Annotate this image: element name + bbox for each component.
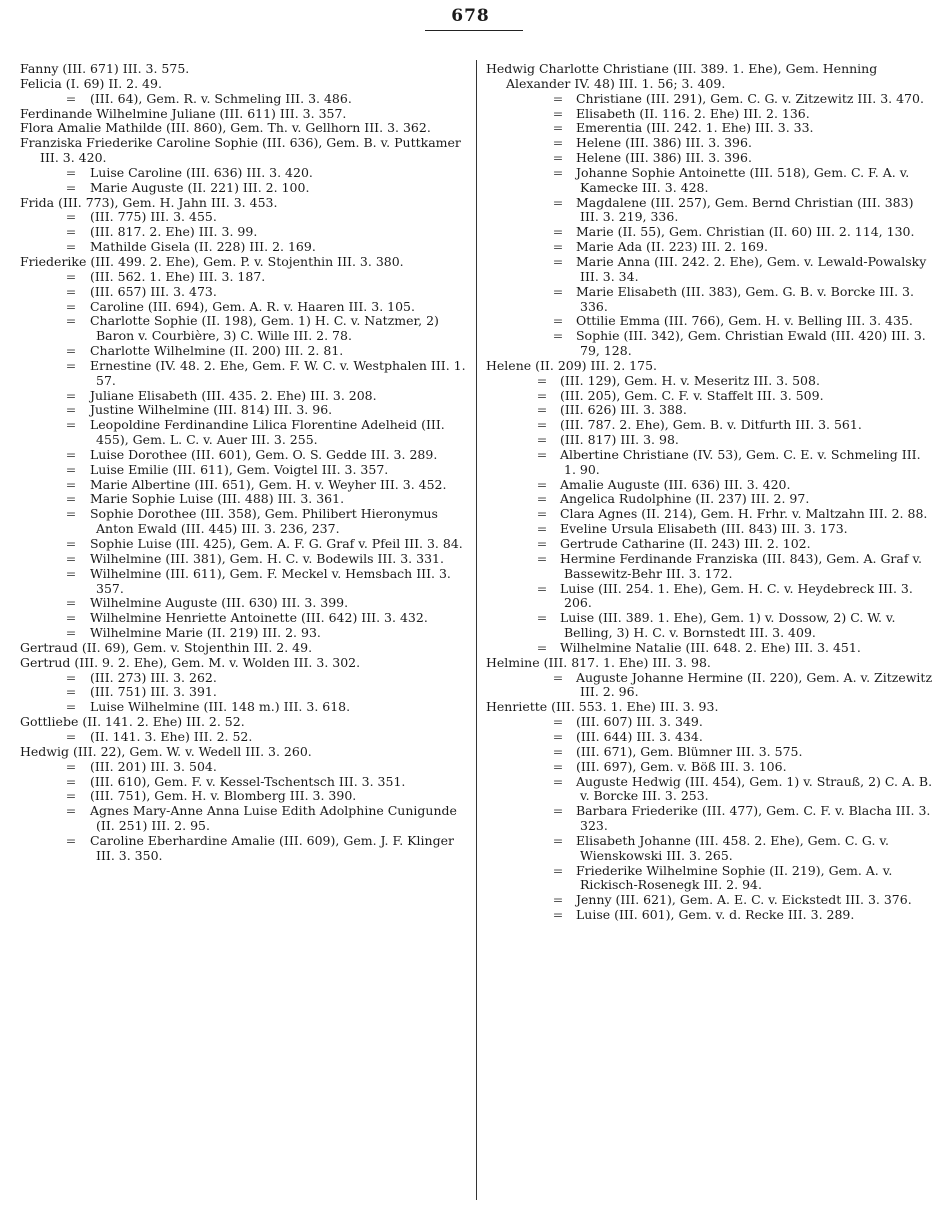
entry-text: Ottilie Emma (III. 766), Gem. H. v. Belling III. 3. 435. — [575, 313, 913, 329]
entry-text: (III. 201) III. 3. 504. — [89, 758, 217, 774]
ditto-mark: = — [65, 803, 77, 819]
index-entry — [20, 700, 467, 715]
ditto-mark: = — [552, 164, 564, 180]
entry-text: Amalie Auguste (III. 636) III. 3. 420. — [559, 476, 791, 492]
ditto-mark: = — [65, 461, 77, 477]
entry-text: Gertrude Catharine (II. 243) III. 2. 102. — [559, 536, 811, 551]
index-entry — [486, 656, 933, 671]
entry-text: Marie Auguste (II. 221) III. 2. 100. — [89, 179, 310, 195]
entry-text: (III. 129), Gem. H. v. Meseritz III. 3. 508. — [559, 372, 820, 388]
ditto-mark: = — [552, 224, 564, 240]
index-entry — [20, 611, 467, 626]
entry-text: (III. 64), Gem. R. v. Schmeling III. 3. 486. — [89, 90, 352, 106]
index-entry — [20, 300, 467, 315]
ditto-mark: = — [65, 417, 77, 433]
index-entry — [20, 403, 467, 418]
index-entry — [20, 62, 467, 77]
entry-text: (II. 141. 3. Ehe) III. 2. 52. — [89, 728, 253, 744]
index-entry — [486, 389, 933, 404]
entry-text: Albertine Christiane (IV. 53), Gem. C. E. v. Schmeling III. 1. 90. — [559, 446, 921, 477]
entry-text: Marie (II. 55), Gem. Christian (II. 60) III. 2. 114, 130. — [575, 224, 915, 240]
ditto-mark: = — [536, 491, 548, 507]
index-entry — [20, 196, 467, 211]
entry-text: Hermine Ferdinande Franziska (III. 843), Gem. A. Graf v. Bassewitz-Behr III. 3. 172. — [559, 550, 923, 581]
index-entry — [20, 656, 467, 671]
ditto-mark: = — [65, 268, 77, 284]
index-entry — [486, 671, 933, 701]
index-entry — [486, 166, 933, 196]
index-entry — [486, 582, 933, 612]
entry-text: Juliane Elisabeth (III. 435. 2. Ehe) III. 3. 208. — [89, 387, 377, 403]
index-entry — [20, 626, 467, 641]
entry-text: (III. 273) III. 3. 262. — [89, 669, 217, 685]
ditto-mark: = — [65, 313, 77, 329]
ditto-mark: = — [536, 372, 548, 388]
index-entry — [486, 196, 933, 226]
entry-text: (III. 610), Gem. F. v. Kessel-Tschentsch III. 3. 351. — [89, 773, 406, 789]
entry-text: Franziska Friederike Caroline Sophie (III. 636), Gem. B. v. Puttkamer III. 3. 420. — [20, 135, 461, 166]
ditto-mark: = — [536, 402, 548, 418]
ditto-mark: = — [65, 491, 77, 507]
entry-text: (III. 671), Gem. Blümner III. 3. 575. — [575, 743, 803, 759]
index-entry — [486, 908, 933, 923]
entry-text: (III. 607) III. 3. 349. — [575, 714, 703, 730]
ditto-mark: = — [65, 728, 77, 744]
ditto-mark: = — [65, 832, 77, 848]
ditto-mark: = — [65, 610, 77, 626]
entry-text: (III. 817) III. 3. 98. — [559, 432, 679, 448]
entry-text: Wilhelmine Natalie (III. 648. 2. Ehe) III. 3. 451. — [559, 639, 861, 655]
entry-text: Auguste Johanne Hermine (II. 220), Gem. A. v. Zitzewitz III. 2. 96. — [575, 669, 933, 700]
ditto-mark: = — [552, 669, 564, 685]
index-entry — [486, 314, 933, 329]
entry-text: Wilhelmine Marie (II. 219) III. 2. 93. — [89, 625, 321, 641]
entry-text: Angelica Rudolphine (II. 237) III. 2. 97. — [559, 491, 810, 507]
ditto-mark: = — [65, 343, 77, 359]
index-entry — [20, 596, 467, 611]
index-entry — [20, 314, 467, 344]
page-number: 678 — [451, 6, 490, 26]
ditto-mark: = — [536, 536, 548, 551]
index-entry — [20, 745, 467, 760]
index-entry — [20, 834, 467, 864]
entry-text: Agnes Mary-Anne Anna Luise Edith Adolphine Cunigunde (II. 251) III. 2. 95. — [89, 803, 457, 834]
index-entry — [486, 522, 933, 537]
entry-text: Sophie (III. 342), Gem. Christian Ewald (III. 420) III. 3. 79, 128. — [575, 328, 926, 359]
entry-text: Clara Agnes (II. 214), Gem. H. Frhr. v. Maltzahn III. 2. 88. — [559, 506, 928, 522]
index-entry — [20, 92, 467, 107]
ditto-mark: = — [65, 90, 77, 106]
ditto-mark: = — [536, 610, 548, 626]
index-entry — [486, 492, 933, 507]
index-entry — [486, 329, 933, 359]
entry-text: Friederike Wilhelmine Sophie (II. 219), Gem. A. v. Rickisch-Rosenegk III. 2. 94. — [575, 862, 893, 893]
ditto-mark: = — [65, 239, 77, 255]
ditto-mark: = — [65, 283, 77, 299]
index-entry — [486, 92, 933, 107]
entry-text: (III. 626) III. 3. 388. — [559, 402, 687, 418]
index-entry — [486, 730, 933, 745]
index-entry — [20, 804, 467, 834]
entry-text: Ferdinande Wilhelmine Juliane (III. 611) III. 3. 357. — [20, 105, 347, 121]
entry-text: Elisabeth Johanne (III. 458. 2. Ehe), Gem. C. G. v. Wienskowski III. 3. 265. — [575, 832, 889, 863]
index-entry — [486, 418, 933, 433]
entry-text: Henriette (III. 553. 1. Ehe) III. 3. 93. — [486, 699, 719, 715]
index-entry — [20, 344, 467, 359]
left-column — [20, 62, 467, 864]
index-entry — [20, 730, 467, 745]
entry-text: Marie Sophie Luise (III. 488) III. 3. 361. — [89, 491, 345, 507]
index-entry — [20, 225, 467, 240]
index-entry — [20, 671, 467, 686]
entry-text: (III. 657) III. 3. 473. — [89, 283, 217, 299]
entry-text: Caroline Eberhardine Amalie (III. 609), Gem. J. F. Klinger III. 3. 350. — [89, 832, 454, 863]
entry-text: Marie Albertine (III. 651), Gem. H. v. Weyher III. 3. 452. — [89, 476, 447, 492]
index-entry — [486, 107, 933, 122]
entry-text: Emerentia (III. 242. 1. Ehe) III. 3. 33. — [575, 120, 814, 136]
ditto-mark: = — [552, 743, 564, 759]
entry-text: Gertrud (III. 9. 2. Ehe), Gem. M. v. Wolden III. 3. 302. — [20, 654, 361, 670]
entry-text: Mathilde Gisela (II. 228) III. 2. 169. — [89, 239, 316, 255]
index-entry — [20, 685, 467, 700]
index-entry — [486, 775, 933, 805]
ditto-mark: = — [552, 135, 564, 151]
entry-text: Ernestine (IV. 48. 2. Ehe, Gem. F. W. C. v. Westphalen III. 1. 57. — [89, 357, 466, 388]
ditto-mark: = — [536, 476, 548, 492]
entry-text: Johanne Sophie Antoinette (III. 518), Gem. C. F. A. v. Kamecke III. 3. 428. — [575, 164, 910, 195]
index-entry — [20, 285, 467, 300]
ditto-mark: = — [65, 446, 77, 462]
index-entry — [20, 492, 467, 507]
entry-text: (III. 562. 1. Ehe) III. 3. 187. — [89, 268, 266, 284]
index-entry — [20, 418, 467, 448]
ditto-mark: = — [536, 550, 548, 566]
entry-text: Sophie Luise (III. 425), Gem. A. F. G. Graf v. Pfeil III. 3. 84. — [89, 536, 463, 551]
entry-text: Justine Wilhelmine (III. 814) III. 3. 96. — [89, 402, 333, 418]
ditto-mark: = — [65, 402, 77, 418]
entry-text: Elisabeth (II. 116. 2. Ehe) III. 2. 136. — [575, 105, 810, 121]
ditto-mark: = — [536, 521, 548, 537]
entry-text: Luise Wilhelmine (III. 148 m.) III. 3. 618. — [89, 699, 351, 715]
index-entry — [20, 760, 467, 775]
entry-text: (III. 205), Gem. C. F. v. Staffelt III. 3. 509. — [559, 387, 824, 403]
index-entry — [486, 864, 933, 894]
entry-text: Marie Ada (II. 223) III. 2. 169. — [575, 239, 768, 255]
entry-text: Christiane (III. 291), Gem. C. G. v. Zitzewitz III. 3. 470. — [575, 90, 924, 106]
ditto-mark: = — [552, 728, 564, 744]
index-entry — [486, 433, 933, 448]
ditto-mark: = — [65, 298, 77, 314]
ditto-mark: = — [65, 773, 77, 789]
entry-text: (III. 787. 2. Ehe), Gem. B. v. Ditfurth III. 3. 561. — [559, 417, 862, 433]
ditto-mark: = — [552, 892, 564, 908]
index-entry — [20, 77, 467, 92]
index-entry — [486, 285, 933, 315]
ditto-mark: = — [536, 417, 548, 433]
ditto-mark: = — [552, 120, 564, 136]
index-entry — [486, 641, 933, 656]
index-entry — [486, 804, 933, 834]
index-entry — [486, 136, 933, 151]
right-column — [486, 62, 933, 923]
index-entry — [20, 789, 467, 804]
index-entry — [20, 210, 467, 225]
index-entry — [486, 611, 933, 641]
entry-text: Charlotte Wilhelmine (II. 200) III. 2. 81. — [89, 343, 344, 359]
ditto-mark: = — [65, 788, 77, 804]
index-entry — [20, 240, 467, 255]
entry-text: Sophie Dorothee (III. 358), Gem. Philibert Hieronymus Anton Ewald (III. 445) III. 3. 236, 237. — [89, 506, 438, 537]
ditto-mark: = — [65, 699, 77, 715]
index-entry — [486, 225, 933, 240]
index-entry — [486, 507, 933, 522]
index-entry — [486, 537, 933, 552]
entry-text: Auguste Hedwig (III. 454), Gem. 1) v. Strauß, 2) C. A. B. v. Borcke III. 3. 253. — [575, 773, 933, 804]
index-entry — [20, 552, 467, 567]
ditto-mark: = — [65, 164, 77, 180]
index-entry — [20, 121, 467, 136]
entry-text: Luise Caroline (III. 636) III. 3. 420. — [89, 164, 313, 180]
ditto-mark: = — [552, 239, 564, 255]
ditto-mark: = — [65, 506, 77, 522]
ditto-mark: = — [65, 684, 77, 700]
index-entry — [20, 107, 467, 122]
entry-text: Luise (III. 389. 1. Ehe), Gem. 1) v. Dossow, 2) C. W. v. Belling, 3) H. C. v. Bornstedt III. 3. 409. — [559, 610, 896, 641]
index-entry — [486, 760, 933, 775]
index-entry — [486, 700, 933, 715]
entry-text: Helmine (III. 817. 1. Ehe) III. 3. 98. — [486, 654, 711, 670]
ditto-mark: = — [552, 150, 564, 166]
index-entry — [20, 478, 467, 493]
entry-text: (III. 751) III. 3. 391. — [89, 684, 217, 700]
index-entry — [486, 374, 933, 389]
ditto-mark: = — [552, 105, 564, 121]
index-entry — [486, 62, 933, 92]
ditto-mark: = — [65, 595, 77, 611]
ditto-mark: = — [552, 313, 564, 329]
entry-text: Wilhelmine (III. 381), Gem. H. C. v. Bodewils III. 3. 331. — [89, 550, 444, 566]
index-entry — [486, 893, 933, 908]
ditto-mark: = — [65, 224, 77, 240]
index-entry — [486, 121, 933, 136]
entry-text: Wilhelmine Auguste (III. 630) III. 3. 399. — [89, 595, 349, 611]
entry-text: (III. 751), Gem. H. v. Blomberg III. 3. 390. — [89, 788, 357, 804]
entry-text: Caroline (III. 694), Gem. A. R. v. Haaren III. 3. 105. — [89, 298, 415, 314]
ditto-mark: = — [552, 803, 564, 819]
entry-text: Fanny (III. 671) III. 3. 575. — [20, 61, 190, 76]
index-entry — [486, 448, 933, 478]
entry-text: Magdalene (III. 257), Gem. Bernd Christian (III. 383) III. 3. 219, 336. — [575, 194, 914, 225]
index-entry — [486, 834, 933, 864]
index-entry — [20, 463, 467, 478]
ditto-mark: = — [536, 639, 548, 655]
index-entry — [486, 403, 933, 418]
ditto-mark: = — [65, 625, 77, 641]
ditto-mark: = — [65, 476, 77, 492]
index-entry — [20, 641, 467, 656]
ditto-mark: = — [536, 506, 548, 522]
ditto-mark: = — [65, 179, 77, 195]
entry-text: Helene (III. 386) III. 3. 396. — [575, 150, 752, 166]
entry-text: Wilhelmine Henriette Antoinette (III. 642) III. 3. 432. — [89, 610, 428, 626]
ditto-mark: = — [552, 90, 564, 106]
index-entry — [486, 255, 933, 285]
ditto-mark: = — [65, 550, 77, 566]
ditto-mark: = — [65, 357, 77, 373]
ditto-mark: = — [552, 283, 564, 299]
entry-text: Gottliebe (II. 141. 2. Ehe) III. 2. 52. — [20, 714, 245, 730]
index-entry — [20, 537, 467, 552]
ditto-mark: = — [536, 432, 548, 448]
index-entry — [486, 745, 933, 760]
entry-text: Helene (III. 386) III. 3. 396. — [575, 135, 752, 151]
entry-text: Luise Emilie (III. 611), Gem. Voigtel III. 3. 357. — [89, 461, 389, 477]
ditto-mark: = — [65, 536, 77, 551]
entry-text: Jenny (III. 621), Gem. A. E. C. v. Eickstedt III. 3. 376. — [575, 892, 912, 908]
ditto-mark: = — [552, 714, 564, 730]
entry-text: Gertraud (II. 69), Gem. v. Stojenthin III. 2. 49. — [20, 639, 313, 655]
index-entry — [486, 552, 933, 582]
ditto-mark: = — [552, 328, 564, 344]
entry-text: Hedwig Charlotte Christiane (III. 389. 1. Ehe), Gem. Henning Alexander IV. 48) III. 1. 56; 3. 409. — [486, 61, 878, 91]
ditto-mark: = — [552, 832, 564, 848]
index-entry — [20, 715, 467, 730]
entry-text: Charlotte Sophie (II. 198), Gem. 1) H. C. v. Natzmer, 2) Baron v. Courbière, 3) C. Wille III. 2. 78. — [89, 313, 439, 344]
index-entry — [20, 270, 467, 285]
entry-text: (III. 644) III. 3. 434. — [575, 728, 703, 744]
index-entry — [20, 389, 467, 404]
entry-text: Leopoldine Ferdinandine Lilica Florentine Adelheid (III. 455), Gem. L. C. v. Auer III. 3. 255. — [89, 417, 445, 448]
entry-text: Eveline Ursula Elisabeth (III. 843) III. 3. 173. — [559, 521, 848, 537]
ditto-mark: = — [65, 565, 77, 581]
index-entry — [20, 181, 467, 196]
index-entry — [20, 567, 467, 597]
index-entry — [486, 359, 933, 374]
index-entry — [20, 255, 467, 270]
entry-text: (III. 817. 2. Ehe) III. 3. 99. — [89, 224, 258, 240]
entry-text: Hedwig (III. 22), Gem. W. v. Wedell III. 3. 260. — [20, 743, 312, 759]
entry-text: Frida (III. 773), Gem. H. Jahn III. 3. 453. — [20, 194, 278, 210]
entry-text: Marie Anna (III. 242. 2. Ehe), Gem. v. Lewald-Powalsky III. 3. 34. — [575, 253, 927, 284]
ditto-mark: = — [65, 209, 77, 225]
index-entry — [20, 166, 467, 181]
entry-text: Barbara Friederike (III. 477), Gem. C. F. v. Blacha III. 3. 323. — [575, 803, 931, 834]
index-entry — [20, 775, 467, 790]
entry-text: Friederike (III. 499. 2. Ehe), Gem. P. v. Stojenthin III. 3. 380. — [20, 253, 404, 269]
ditto-mark: = — [552, 194, 564, 210]
entry-text: Luise (III. 601), Gem. v. d. Recke III. 3. 289. — [575, 907, 855, 923]
ditto-mark: = — [552, 907, 564, 923]
index-entry — [486, 715, 933, 730]
index-entry — [20, 448, 467, 463]
entry-text: Flora Amalie Mathilde (III. 860), Gem. Th. v. Gellhorn III. 3. 362. — [20, 120, 431, 136]
entry-text: Wilhelmine (III. 611), Gem. F. Meckel v. Hemsbach III. 3. 357. — [89, 565, 451, 596]
header-rule — [425, 30, 523, 31]
ditto-mark: = — [65, 387, 77, 403]
index-entry — [486, 151, 933, 166]
entry-text: Marie Elisabeth (III. 383), Gem. G. B. v. Borcke III. 3. 336. — [575, 283, 914, 314]
ditto-mark: = — [552, 773, 564, 789]
index-entry — [20, 507, 467, 537]
column-divider — [476, 60, 477, 1200]
ditto-mark: = — [536, 446, 548, 462]
entry-text: Felicia (I. 69) II. 2. 49. — [20, 75, 162, 91]
ditto-mark: = — [65, 758, 77, 774]
ditto-mark: = — [536, 580, 548, 596]
entry-text: Luise Dorothee (III. 601), Gem. O. S. Gedde III. 3. 289. — [89, 446, 438, 462]
entry-text: (III. 697), Gem. v. Böß III. 3. 106. — [575, 758, 787, 774]
entry-text: (III. 775) III. 3. 455. — [89, 209, 217, 225]
index-entry — [20, 359, 467, 389]
entry-text: Helene (II. 209) III. 2. 175. — [486, 357, 658, 373]
index-entry — [486, 240, 933, 255]
entry-text: Luise (III. 254. 1. Ehe), Gem. H. C. v. Heydebreck III. 3. 206. — [559, 580, 913, 611]
index-entry — [20, 136, 467, 166]
ditto-mark: = — [552, 253, 564, 269]
index-entry — [486, 478, 933, 493]
ditto-mark: = — [536, 387, 548, 403]
ditto-mark: = — [552, 862, 564, 878]
ditto-mark: = — [65, 669, 77, 685]
ditto-mark: = — [552, 758, 564, 774]
